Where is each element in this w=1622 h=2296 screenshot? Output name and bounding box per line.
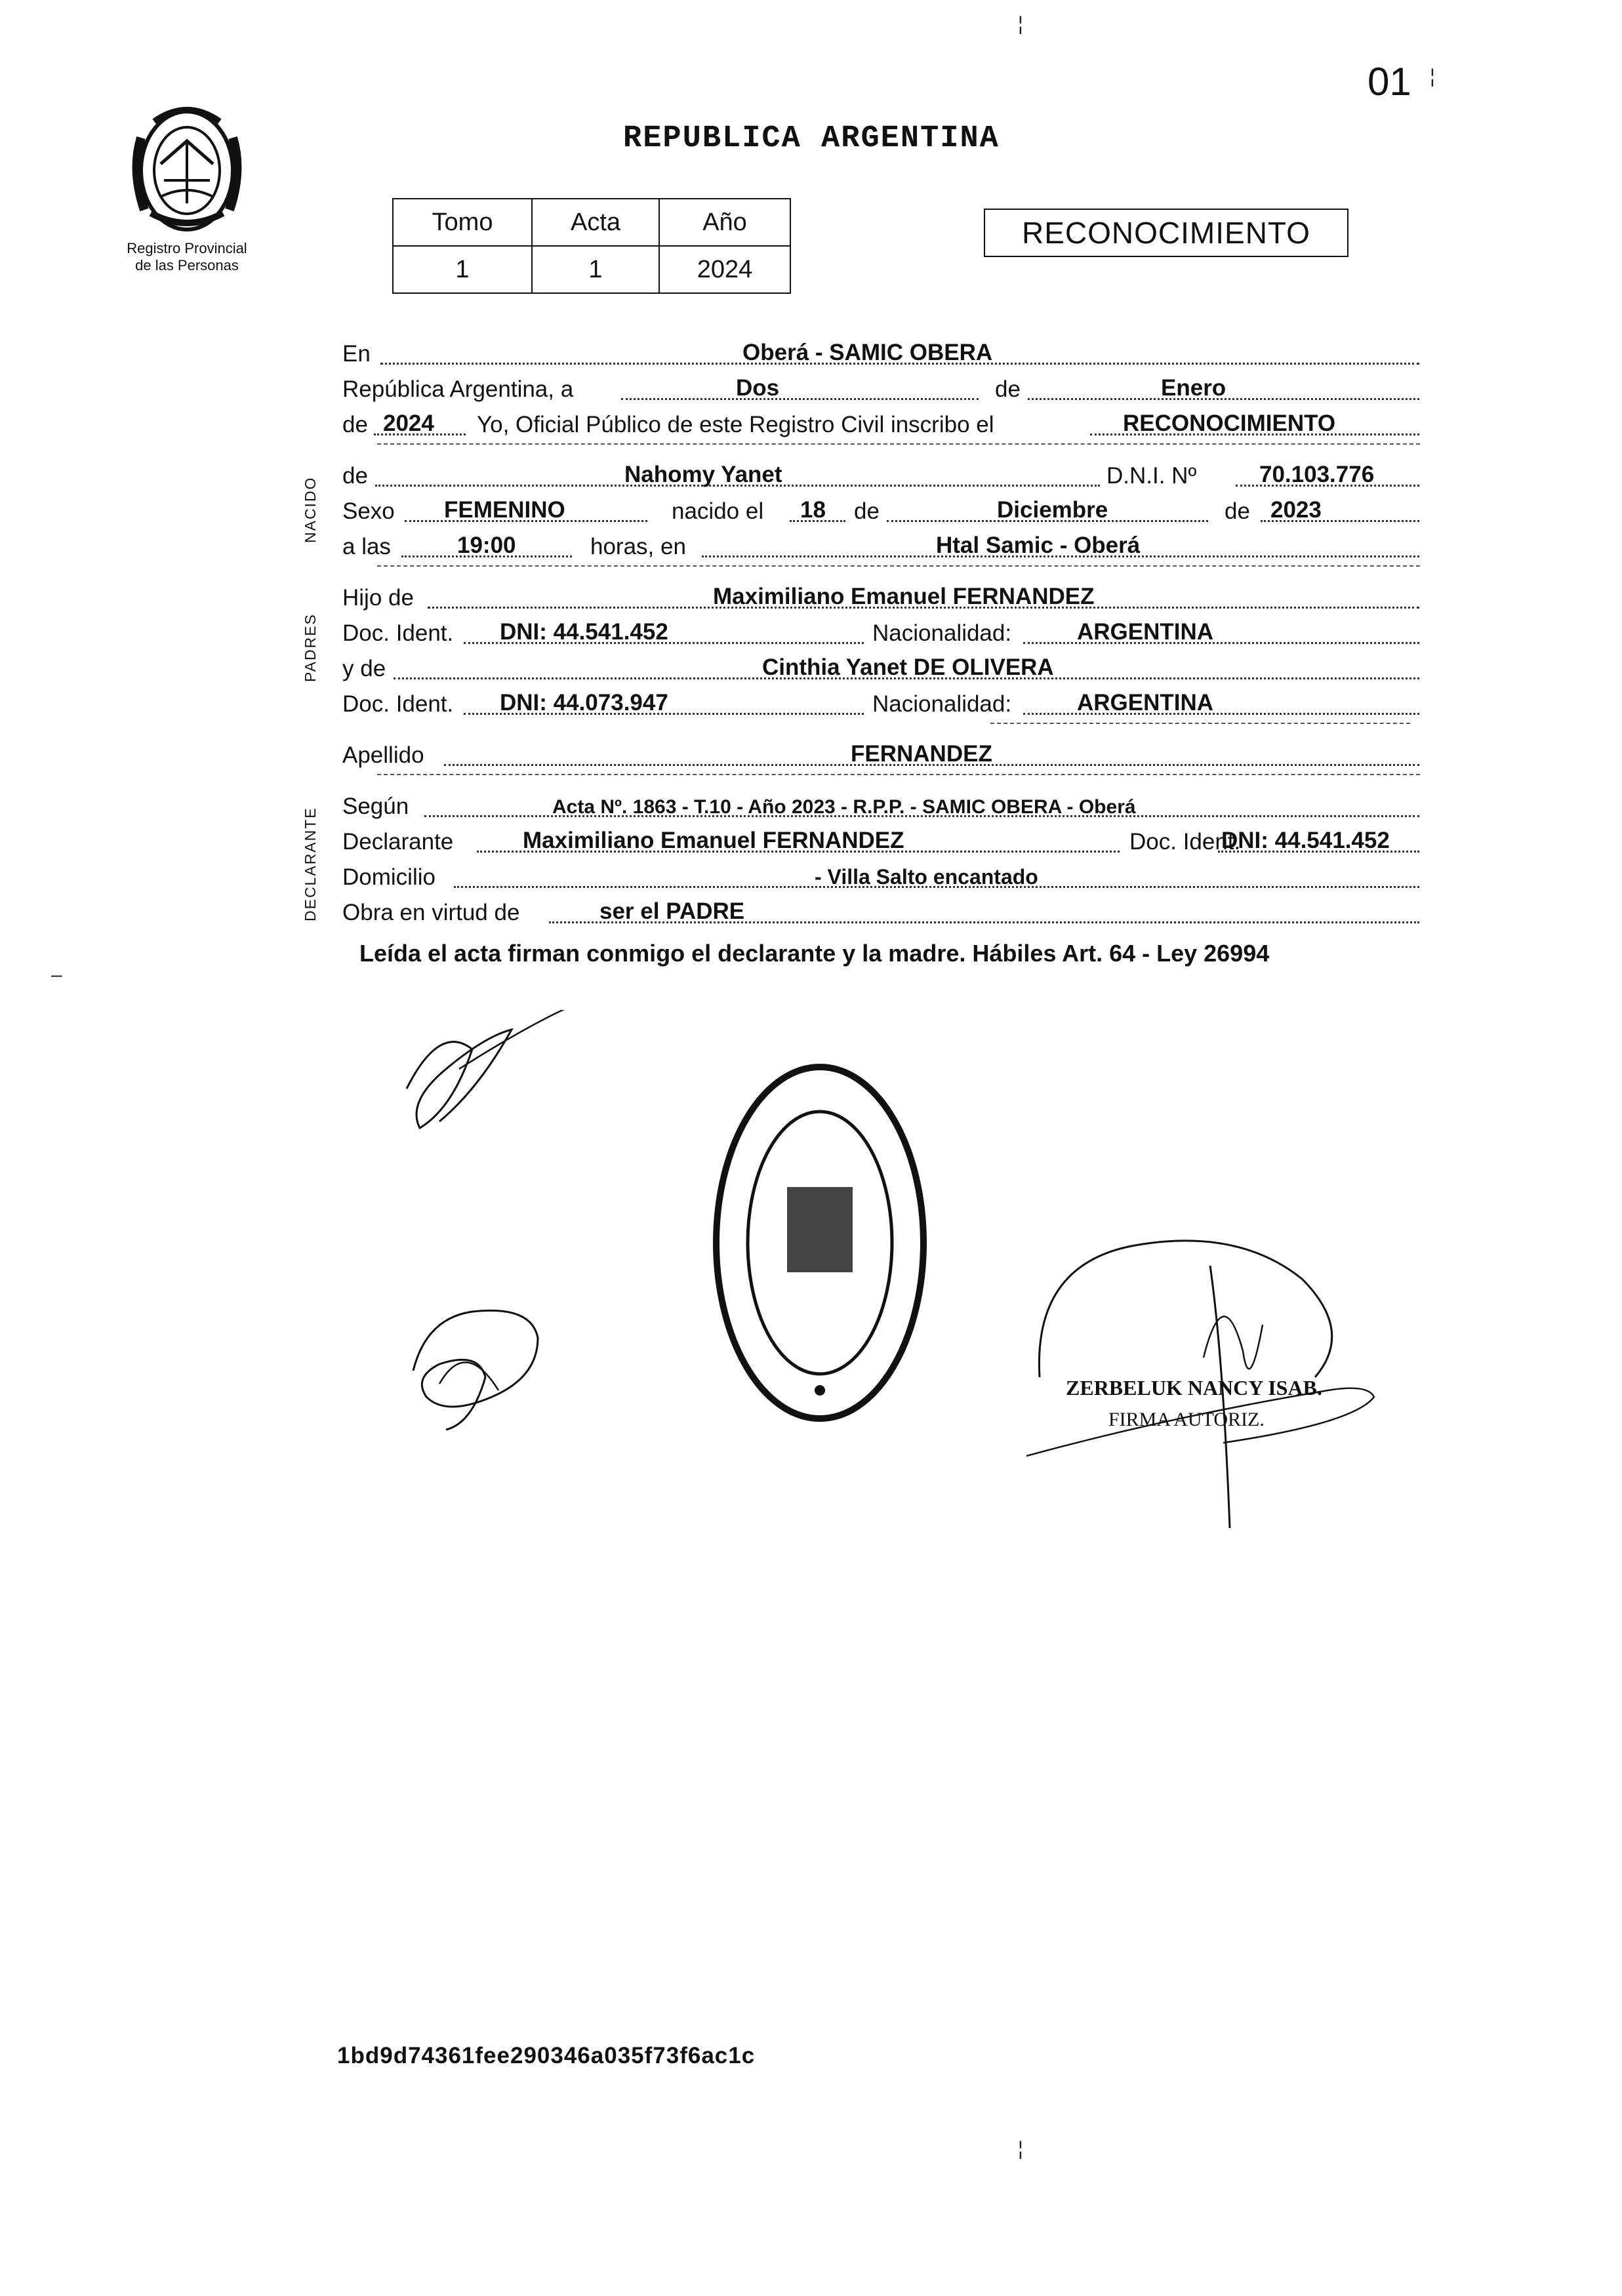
yo-text: Yo, Oficial Público de este Registro Civil inscribo el [477, 412, 994, 437]
page-number: 01 [1368, 60, 1411, 104]
divider-line [377, 443, 1420, 445]
mother-name-value: Cinthia Yanet DE OLIVERA [762, 655, 1054, 680]
declarant-value: Maximiliano Emanuel FERNANDEZ [523, 828, 904, 853]
row-birth-time [342, 526, 1419, 561]
address-value: - Villa Salto encantado [815, 865, 1038, 889]
father-doc-value: DNI: 44.541.452 [500, 619, 668, 645]
divider-line [990, 723, 1410, 724]
de-label-2: de [342, 412, 368, 437]
nac-label-1: Nacionalidad: [872, 620, 1012, 646]
act-value: RECONOCIMIENTO [1123, 411, 1336, 436]
row-declarant [342, 821, 1419, 856]
mother-nat-value: ARGENTINA [1077, 690, 1214, 715]
domicilio-label: Domicilio [342, 864, 436, 890]
yde-label: y de [342, 656, 386, 681]
de-label-4: de [854, 498, 880, 524]
acta-header: Acta [532, 199, 659, 246]
declarant-doc-value: DNI: 44.541.452 [1221, 828, 1390, 853]
row-date [342, 369, 1419, 404]
alas-label: a las [342, 534, 391, 559]
tomo-value: 1 [393, 246, 532, 293]
father-nat-value: ARGENTINA [1077, 619, 1214, 645]
sex-value: FEMENINO [444, 497, 565, 523]
obra-label: Obra en virtud de [342, 900, 520, 925]
row-inscription [342, 404, 1419, 439]
row-segun [342, 786, 1419, 821]
de-label-1: de [995, 376, 1021, 402]
year-value: 2024 [383, 411, 434, 436]
segun-value: Acta Nº. 1863 - T.10 - Año 2023 - R.P.P. - SAMIC OBERA - Oberá [552, 796, 1136, 818]
nac-label-2: Nacionalidad: [872, 691, 1012, 717]
scan-mark: – [51, 964, 62, 986]
horas-label: horas, en [590, 534, 686, 559]
day-value: Dos [736, 375, 780, 401]
birth-time-value: 19:00 [457, 533, 516, 558]
row-mother-doc [342, 683, 1419, 719]
child-name-value: Nahomy Yanet [624, 462, 782, 487]
legal-note: Leída el acta firman conmigo el declarante y la madre. Hábiles Art. 64 - Ley 26994 [359, 940, 1270, 967]
birth-month-value: Diciembre [997, 497, 1108, 523]
place-value: Oberá - SAMIC OBERA [742, 340, 993, 365]
stamp-seal-icon [708, 1056, 931, 1430]
row-mother [342, 648, 1419, 683]
birth-day-value: 18 [800, 497, 826, 523]
row-surname [342, 735, 1419, 770]
republica-label: República Argentina, a [342, 376, 574, 402]
mother-signature [400, 1299, 558, 1443]
divider-line [377, 774, 1420, 775]
segun-label: Según [342, 794, 409, 819]
row-address [342, 856, 1419, 892]
mother-doc-value: DNI: 44.073.947 [500, 690, 668, 715]
side-label-padres: PADRES [302, 613, 319, 682]
nacido-label: nacido el [672, 498, 764, 524]
act-type-box: RECONOCIMIENTO [984, 209, 1348, 257]
row-reason [342, 892, 1419, 927]
father-name-value: Maximiliano Emanuel FERNANDEZ [713, 584, 1095, 609]
row-sex-birth [342, 491, 1419, 526]
scan-mark: ¦ [1430, 66, 1435, 87]
birth-place-value: Htal Samic - Oberá [936, 533, 1141, 558]
child-dni-value: 70.103.776 [1259, 462, 1375, 487]
logo-caption-line-2: de las Personas [135, 257, 239, 273]
officer-name: ZERBELUK NANCY ISAB. [1066, 1376, 1322, 1400]
scan-mark: ¦ [1018, 13, 1023, 35]
dni-label: D.N.I. Nº [1106, 463, 1197, 489]
logo-caption [98, 240, 275, 274]
logo-caption-line-1: Registro Provincial [127, 240, 247, 256]
document-title: REPUBLICA ARGENTINA [623, 121, 1000, 156]
declarante-label: Declarante [342, 829, 454, 855]
coat-of-arms-icon [125, 98, 249, 236]
province-logo [98, 98, 275, 274]
birth-year-value: 2023 [1270, 497, 1322, 523]
document-hash: 1bd9d74361fee290346a035f73f6ac1c [337, 2043, 756, 2068]
de-label-5: de [1225, 498, 1250, 524]
apellido-label: Apellido [342, 742, 424, 768]
tomo-header: Tomo [393, 199, 532, 246]
row-place [342, 333, 1419, 369]
anio-value: 2024 [659, 246, 790, 293]
side-label-declarante: DECLARANTE [302, 807, 319, 921]
doc-label-1: Doc. Ident. [342, 620, 454, 646]
month-value: Enero [1161, 375, 1227, 401]
anio-header: Año [659, 199, 790, 246]
officer-title: FIRMA AUTORIZ. [1108, 1409, 1265, 1430]
record-number-table [392, 198, 791, 294]
doc-label-3: Doc. Ident. [1129, 829, 1241, 855]
acta-value: 1 [532, 246, 659, 293]
fill-line [621, 398, 979, 400]
surname-value: FERNANDEZ [851, 741, 992, 767]
de-label-3: de [342, 463, 368, 489]
reason-value: ser el PADRE [599, 898, 745, 924]
row-father-doc [342, 613, 1419, 648]
scan-mark: ¦ [1018, 2138, 1023, 2160]
doc-label-2: Doc. Ident. [342, 691, 454, 717]
side-label-nacido: NACIDO [302, 476, 319, 543]
declarant-signature [380, 1010, 597, 1141]
row-father [342, 577, 1419, 613]
sexo-label: Sexo [342, 498, 395, 524]
en-label: En [342, 341, 371, 367]
hijo-label: Hijo de [342, 585, 414, 611]
divider-line [377, 565, 1420, 567]
row-child-name [342, 455, 1419, 491]
official-stamp [708, 1056, 931, 1430]
